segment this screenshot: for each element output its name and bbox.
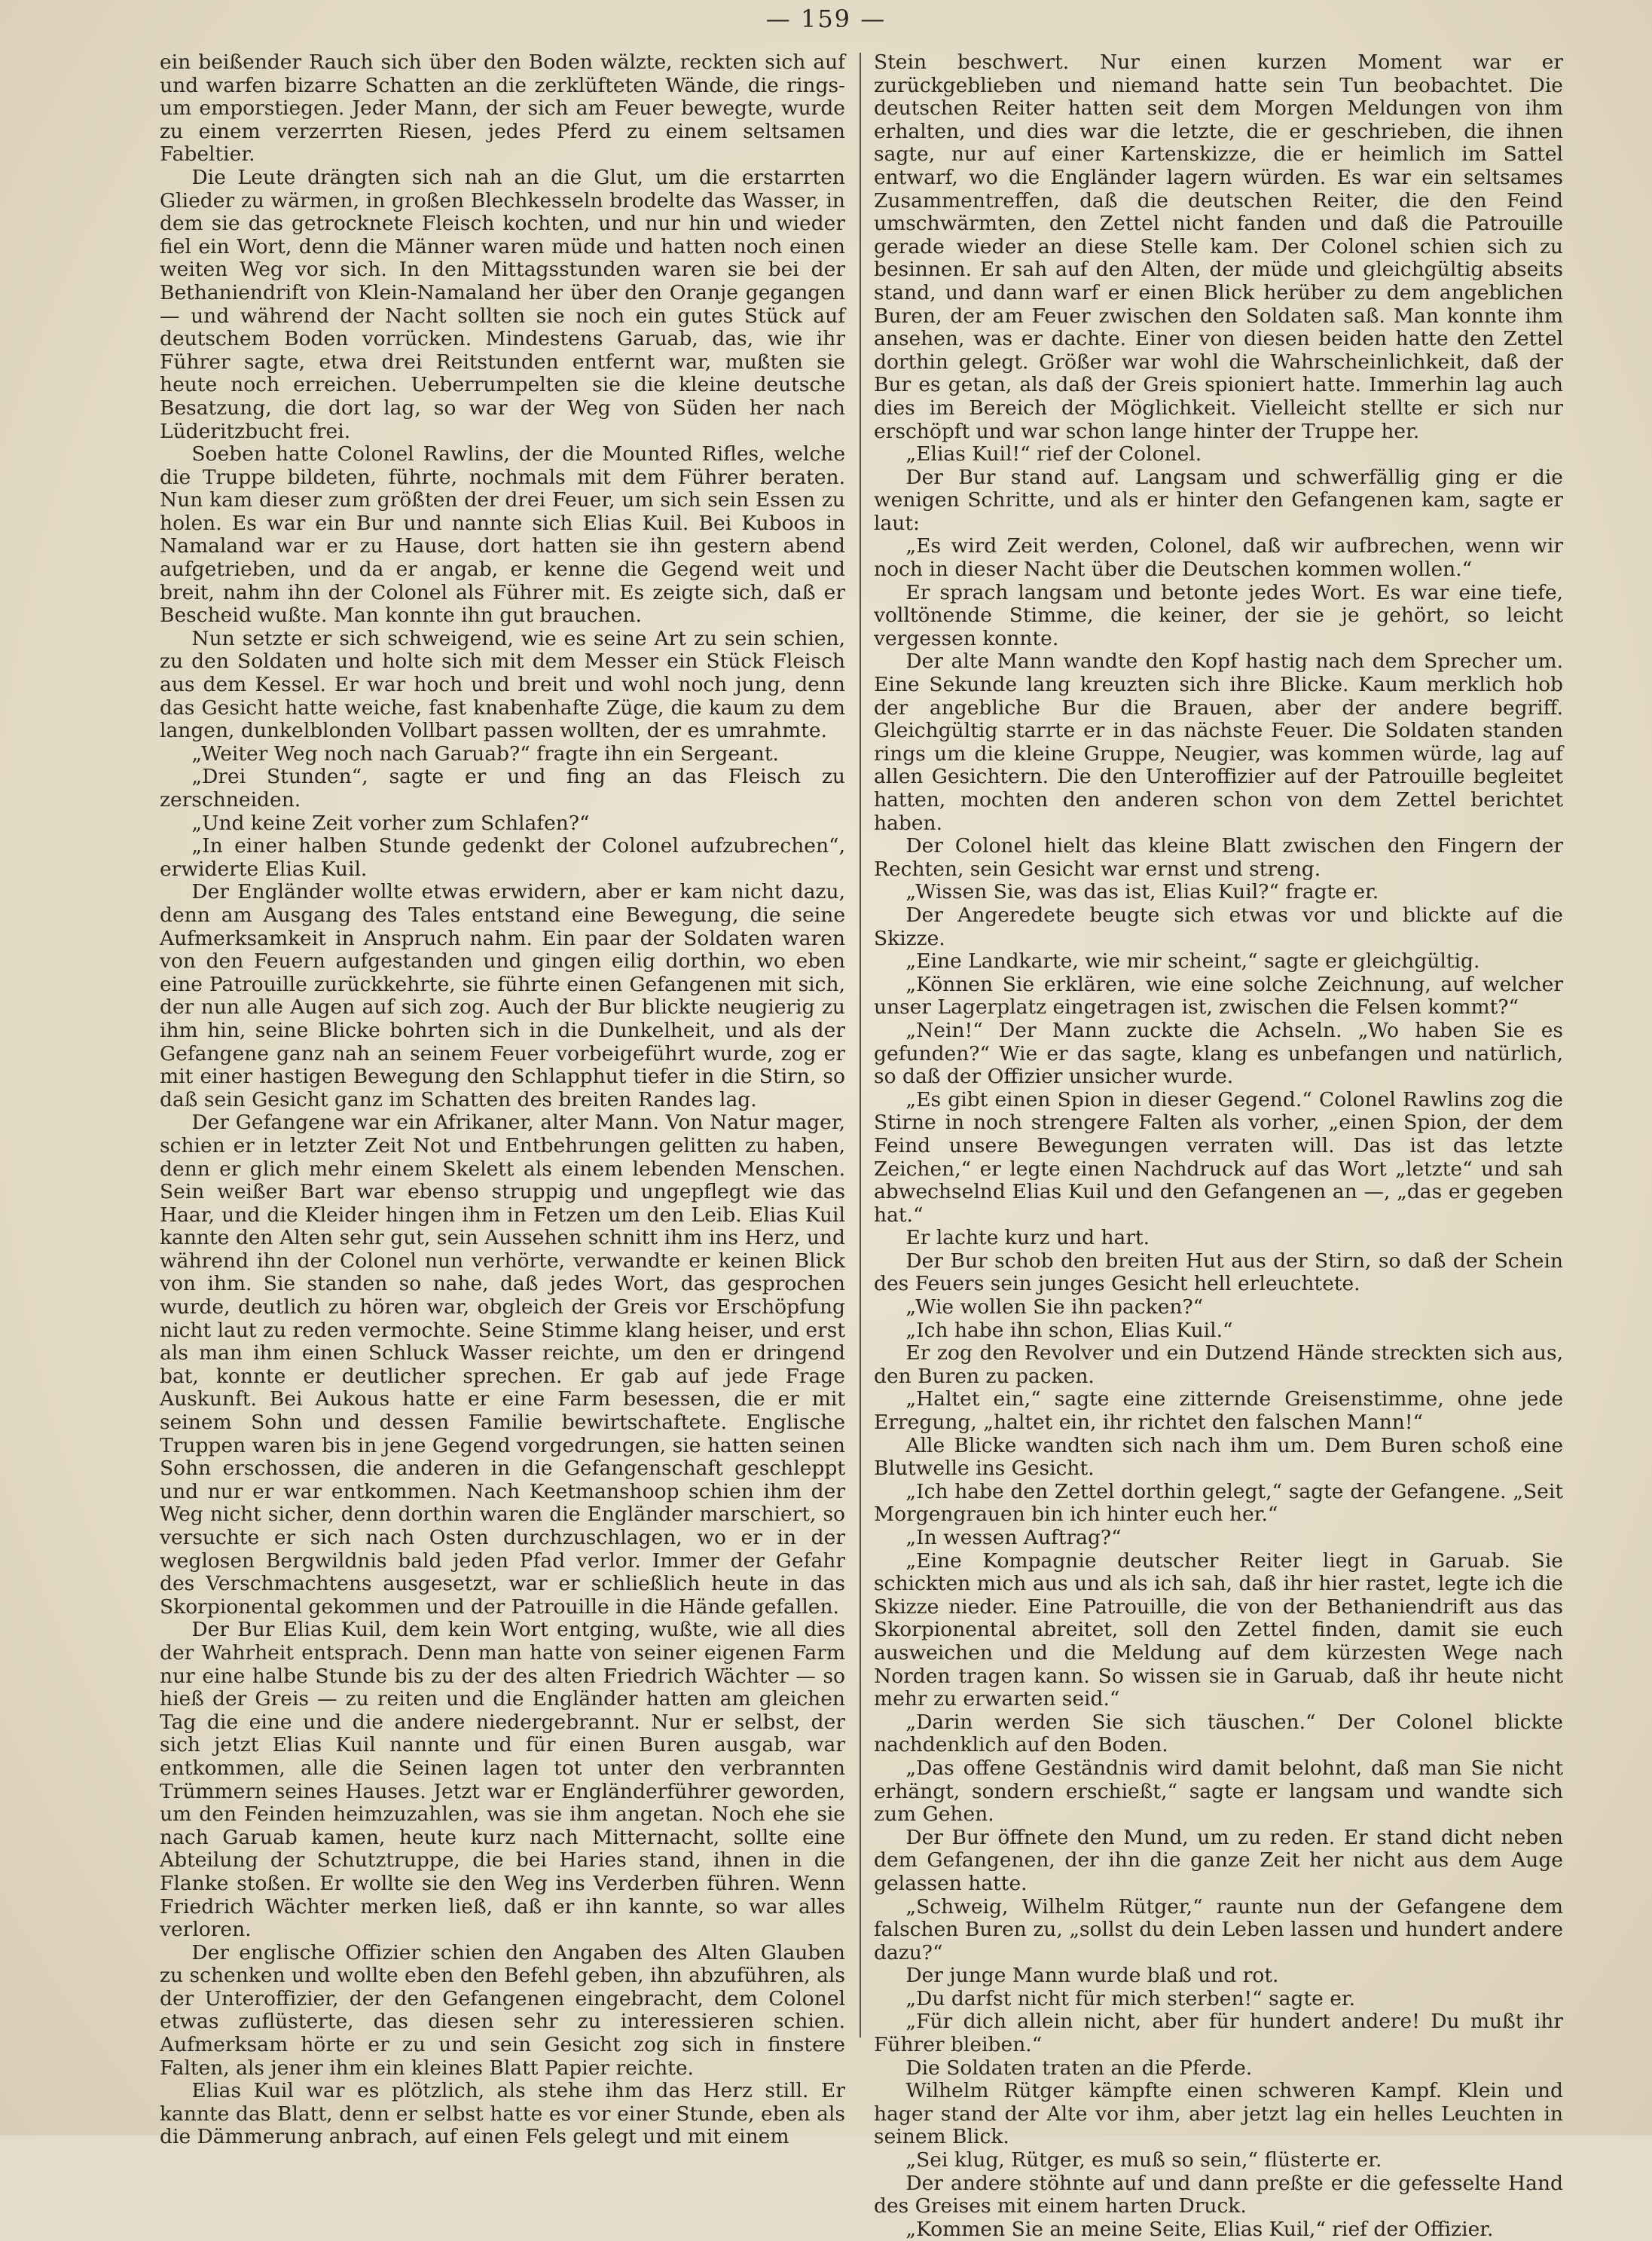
paragraph: Alle Blicke wandten sich nach ihm um. Dem Buren schoß eine Blutwelle ins Gesicht.	[874, 1433, 1563, 1481]
paragraph: „Eine Kompagnie deutscher Reiter liegt in Garuab. Sie schickten mich aus und als ich sah, daß ihr hier rastet, legte ich die Skizze nieder. Eine Patrouille, die von der Bethaniendrift aus das Skorpionental abreitet, soll den Zettel finden, damit sie euch ausweichen und die Meldung auf dem kürzesten Wege nach Norden tragen kann. So wissen sie in Garuab, daß ihr heute nicht mehr zu erwarten seid.“	[874, 1549, 1563, 1711]
paragraph: „Wie wollen Sie ihn packen?“	[905, 1295, 1204, 1319]
paragraph: Nun setzte er sich schweigend, wie es seine Art zu sein schien, zu den Soldaten und holte sich mit dem Messer ein Stück Fleisch aus dem Kessel. Er war hoch und breit und wohl noch jung, denn das Gesicht hatte weiche, fast knabenhafte Züge, die kaum zu dem langen, dunkelblonden Vollbart passen wollten, der es umrahmte.	[160, 626, 845, 743]
left-column	[160, 50, 845, 2149]
right-column	[874, 50, 1563, 2241]
paragraph: Die Leute drängten sich nah an die Glut, um die erstarrten Glieder zu wärmen, in großen Blechkesseln brodelte das Wasser, in dem sie das getrocknete Fleisch kochten, und nur hin und wieder fiel ein Wort, denn die Männer waren müde und hatten noch einen weiten Weg vor sich. In den Mittagsstunden waren sie bei der Bethaniendrift von Klein-Namaland her über den Oranje gegangen — und während der Nacht sollten sie noch ein gutes Stück auf deutschem Boden vorrücken. Mindestens Garuab, das, wie ihr Führer sagte, etwa drei Reitstunden entfernt war, mußten sie heute noch erreichen. Ueberrumpelten sie die kleine deutsche Besatzung, die dort lag, so war der Weg von Süden her nach Lüderitzbucht frei.	[160, 165, 845, 443]
paragraph: „Eine Landkarte, wie mir scheint,“ sagte er gleichgültig.	[905, 949, 1480, 974]
paragraph: „In einer halben Stunde gedenkt der Colonel aufzubrechen“, erwiderte Elias Kuil.	[160, 834, 845, 881]
paragraph: „In wessen Auftrag?“	[905, 1526, 1122, 1549]
paragraph: Er sprach langsam und betonte jedes Wort. Es war eine tiefe, volltönende Stimme, die keiner, der sie je gehört, so leicht vergessen konnte.	[874, 580, 1563, 650]
paragraph: Der Colonel hielt das kleine Blatt zwischen den Fingern der Rechten, sein Gesicht war ernst und streng.	[874, 834, 1563, 881]
paragraph: Der Engländer wollte etwas erwidern, aber er kam nicht dazu, denn am Ausgang des Tales entstand eine Bewegung, die seine Aufmerksamkeit in Anspruch nahm. Ein paar der Soldaten waren von den Feuern aufgestanden und gingen eilig dorthin, wo eben eine Patrouille zurückkehrte, sie führte einen Gefangenen mit sich, der nun alle Augen auf sich zog. Auch der Bur blickte neugierig zu ihm hin, seine Blicke bohrten sich in die Dunkelheit, und als der Gefangene ganz nah an seinem Feuer vorbeigeführt wurde, zog er mit einer hastigen Bewegung den Schlapphut tiefer in die Stirn, so daß sein Gesicht ganz im Schatten des breiten Randes lag.	[160, 880, 845, 1111]
paragraph: Der Gefangene war ein Afrikaner, alter Mann. Von Natur mager, schien er in letzter Zeit Not und Entbehrungen gelitten zu haben, denn er glich mehr einem Skelett als einem lebenden Menschen. Sein weißer Bart war ebenso struppig und ungepflegt wie das Haar, und die Kleider hingen ihm in Fetzen um den Leib. Elias Kuil kannte den Alten sehr gut, sein Aussehen schnitt ihm ins Herz, und während ihn der Colonel nun verhörte, verwandte er keinen Blick von ihm. Sie standen so nahe, daß jedes Wort, das gesprochen wurde, deutlich zu hören war, obgleich der Greis vor Erschöpfung nicht laut zu reden vermochte. Seine Stimme klang heiser, und erst als man ihm einen Schluck Wasser reichte, um den er dringend bat, konnte er deutlicher sprechen. Er gab auf jede Frage Auskunft. Bei Aukous hatte er eine Farm besessen, die er mit seinem Sohn und dessen Familie bewirtschaftete. Englische Truppen waren bis in jene Gegend vorgedrungen, sie hatten seinen Sohn erschossen, die anderen in die Gefangenschaft geschleppt und nur er war entkommen. Nach Keetmanshoop schien ihm der Weg nicht sicher, denn dorthin waren die Engländer marschiert, so versuchte er sich nach Osten durchzuschlagen, wo er in der weglosen Bergwildnis bald jeden Pfad verlor. Immer der Gefahr des Verschmachtens ausgesetzt, war er schließlich heute in das Skorpionental gekommen und der Patrouille in die Hände gefallen.	[160, 1111, 845, 1619]
paragraph: „Können Sie erklären, wie eine solche Zeichnung, auf welcher unser Lagerplatz eingetragen ist, zwischen die Felsen kommt?“	[874, 972, 1563, 1020]
paragraph: Die Soldaten traten an die Pferde.	[905, 2056, 1253, 2080]
column-divider	[860, 53, 861, 2038]
paragraph: „Es wird Zeit werden, Colonel, daß wir aufbrechen, wenn wir noch in dieser Nacht über die Deutschen kommen wollen.“	[874, 534, 1563, 582]
paragraph: „Für dich allein nicht, aber für hundert andere! Du mußt ihr Führer bleiben.“	[874, 2010, 1563, 2057]
paragraph: „Darin werden Sie sich täuschen.“ Der Colonel blickte nachdenklich auf den Boden.	[874, 1710, 1563, 1757]
paragraph: Der Bur schob den breiten Hut aus der Stirn, so daß der Schein des Feuers sein junges Gesicht hell erleuchtete.	[874, 1249, 1563, 1296]
paragraph: „Ich habe den Zettel dorthin gelegt,“ sagte der Gefangene. „Seit Morgengrauen bin ich hinter euch her.“	[874, 1479, 1563, 1527]
paragraph: Der junge Mann wurde blaß und rot.	[905, 1964, 1279, 1988]
paragraph: Der Bur Elias Kuil, dem kein Wort entging, wußte, wie all dies der Wahrheit entsprach. Denn man hatte von seiner eigenen Farm nur eine halbe Stunde bis zu der des alten Friedrich Wächter — so hieß der Greis — zu reiten und die Engländer hatten am gleichen Tag die eine und die andere niedergebrannt. Nur er selbst, der sich jetzt Elias Kuil nannte und für einen Buren ausgab, war entkommen, alle die Seinen lagen tot unter den verbrannten Trümmern seines Hauses. Jetzt war er Engländerführer geworden, um den Feinden heimzuzahlen, was sie ihm angetan. Noch ehe sie nach Garuab kamen, heute kurz nach Mitternacht, sollte eine Abteilung der Schutztruppe, die bei Haries stand, ihnen in die Flanke stoßen. Er wollte sie den Weg ins Verderben führen. Wenn Friedrich Wächter merken ließ, daß er ihn kannte, so war alles verloren.	[160, 1618, 845, 1942]
paragraph: Soeben hatte Colonel Rawlins, der die Mounted Rifles, welche die Truppe bildeten, führte, nochmals mit dem Führer beraten. Nun kam dieser zum größten der drei Feuer, um sich sein Essen zu holen. Es war ein Bur und nannte sich Elias Kuil. Bei Kuboos in Namaland war er zu Hause, dort hatten sie ihn gestern abend aufgetrieben, und da er angab, er kenne die Gegend weit und breit, nahm ihn der Colonel als Führer mit. Es zeigte sich, daß er Bescheid wußte. Man konnte ihn gut brauchen.	[160, 442, 845, 628]
paragraph: „Nein!“ Der Mann zuckte die Achseln. „Wo haben Sie es gefunden?“ Wie er das sagte, klang es unbefangen und natürlich, so daß der Offizier unsicher wurde.	[874, 1018, 1563, 1089]
page-number: — 159 —	[765, 5, 887, 33]
paragraph: Stein beschwert. Nur einen kurzen Moment war er zurückgeblieben und niemand hatte sein Tun beobachtet. Die deutschen Reiter hatten seit dem Morgen Meldungen von ihm erhalten, und dies war die letzte, die er geschrieben, die ihnen sagte, nur auf einer Kartenskizze, die er heimlich im Sattel entwarf, wo die Engländer lagern würden. Es war ein seltsames Zusammentreffen, daß die deutschen Reiter, die den Feind umschwärmten, den Zettel nicht fanden und daß die Patrouille gerade wieder an diese Stelle kam. Der Colonel schien sich zu besinnen. Er sah auf den Alten, der müde und gleichgültig abseits stand, und dann warf er einen Blick herüber zu dem angeblichen Buren, der am Feuer zwischen den Soldaten saß. Man konnte ihm ansehen, was er dachte. Einer von diesen beiden hatte den Zettel dorthin gelegt. Größer war wohl die Wahrscheinlichkeit, daß der Bur es getan, als daß der Greis spioniert hatte. Immerhin lag auch dies im Bereich der Möglichkeit. Vielleicht stellte er sich nur erschöpft und war schon lange hinter der Truppe her.	[874, 50, 1563, 443]
paragraph: „Weiter Weg noch nach Garuab?“ fragte ihn ein Sergeant.	[191, 741, 779, 766]
paragraph: „Haltet ein,“ sagte eine zitternde Greisenstimme, ohne jede Erregung, „haltet ein, ihr richtet den falschen Mann!“	[874, 1387, 1563, 1435]
paragraph: Der Bur stand auf. Langsam und schwerfällig ging er die wenigen Schritte, und als er hinter den Gefangenen kam, sagte er laut:	[874, 465, 1563, 535]
paragraph: Der andere stöhnte auf und dann preßte er die gefesselte Hand des Greises mit einem harten Druck.	[874, 2171, 1563, 2218]
paragraph: „Sei klug, Rütger, es muß so sein,“ flüsterte er.	[905, 2148, 1382, 2172]
paragraph: „Es gibt einen Spion in dieser Gegend.“ Colonel Rawlins zog die Stirne in noch strengere Falten als vorher, „einen Spion, der dem Feind unsere Bewegungen verraten will. Das ist das letzte Zeichen,“ er legte einen Nachdruck auf das Wort „letzte“ und sah abwechselnd Elias Kuil und den Gefangenen an —, „das er gegeben hat.“	[874, 1087, 1563, 1227]
paragraph: Er lachte kurz und hart.	[905, 1226, 1150, 1250]
paragraph: „Wissen Sie, was das ist, Elias Kuil?“ fragte er.	[905, 880, 1379, 904]
paragraph: Der Angeredete beugte sich etwas vor und blickte auf die Skizze.	[874, 903, 1563, 950]
paragraph: ein beißender Rauch sich über den Boden wälzte, reckten sich auf und warfen bizarre Schatten an die zerklüfteten Wände, die rings-um emporstiegen. Jeder Mann, der sich am Feuer bewegte, wurde zu einem verzerrten Riesen, jedes Pferd zu einem seltsamen Fabeltier.	[160, 50, 845, 167]
paragraph: Der Bur öffnete den Mund, um zu reden. Er stand dicht neben dem Gefangenen, der ihn die ganze Zeit her nicht aus dem Auge gelassen hatte.	[874, 1825, 1563, 1895]
paragraph: „Kommen Sie an meine Seite, Elias Kuil,“ rief der Offizier.	[905, 2217, 1494, 2241]
paragraph: Der alte Mann wandte den Kopf hastig nach dem Sprecher um. Eine Sekunde lang kreuzten sich ihre Blicke. Kaum merklich hob der angebliche Bur die Brauen, aber der andere begriff. Gleichgültig starrte er in das nächste Feuer. Die Soldaten standen rings um die kleine Gruppe, Neugier, was kommen würde, lag auf allen Gesichtern. Die den Unteroffizier auf der Patrouille begleitet hatten, mochten den anderen schon von dem Zettel berichtet haben.	[874, 650, 1563, 835]
paragraph: Wilhelm Rütger kämpfte einen schweren Kampf. Klein und hager stand der Alte vor ihm, aber jetzt lag ein helles Leuchten in seinem Blick.	[874, 2079, 1563, 2149]
paragraph: Er zog den Revolver und ein Dutzend Hände streckten sich aus, den Buren zu packen.	[874, 1341, 1563, 1388]
paragraph: „Du darfst nicht für mich sterben!“ sagte er.	[905, 1986, 1356, 2010]
paragraph: „Das offene Geständnis wird damit belohnt, daß man Sie nicht erhängt, sondern erschießt,“ sagte er langsam und wandte sich zum Gehen.	[874, 1756, 1563, 1827]
paragraph: Der englische Offizier schien den Angaben des Alten Glauben zu schenken und wollte eben den Befehl geben, ihn abzuführen, als der Unteroffizier, der den Gefangenen eingebracht, dem Colonel etwas zuflüsterte, das diesen sehr zu interessieren schien. Aufmerksam hörte er zu und sein Gesicht zog sich in finstere Falten, als jener ihm ein kleines Blatt Papier reichte.	[160, 1940, 845, 2080]
paragraph: „Ich habe ihn schon, Elias Kuil.“	[905, 1318, 1233, 1342]
paragraph: „Und keine Zeit vorher zum Schlafen?“	[191, 811, 590, 835]
paragraph: „Drei Stunden“, sagte er und fing an das Fleisch zu zerschneiden.	[160, 765, 845, 812]
paragraph: „Schweig, Wilhelm Rütger,“ raunte nun der Gefangene dem falschen Buren zu, „sollst du dein Leben lassen und hundert andere dazu?“	[874, 1894, 1563, 1964]
paragraph: „Elias Kuil!“ rief der Colonel.	[905, 442, 1202, 466]
paragraph: Elias Kuil war es plötzlich, als stehe ihm das Herz still. Er kannte das Blatt, denn er selbst hatte es vor einer Stunde, eben als die Dämmerung anbrach, auf einen Fels gelegt und mit einem	[160, 2079, 845, 2149]
